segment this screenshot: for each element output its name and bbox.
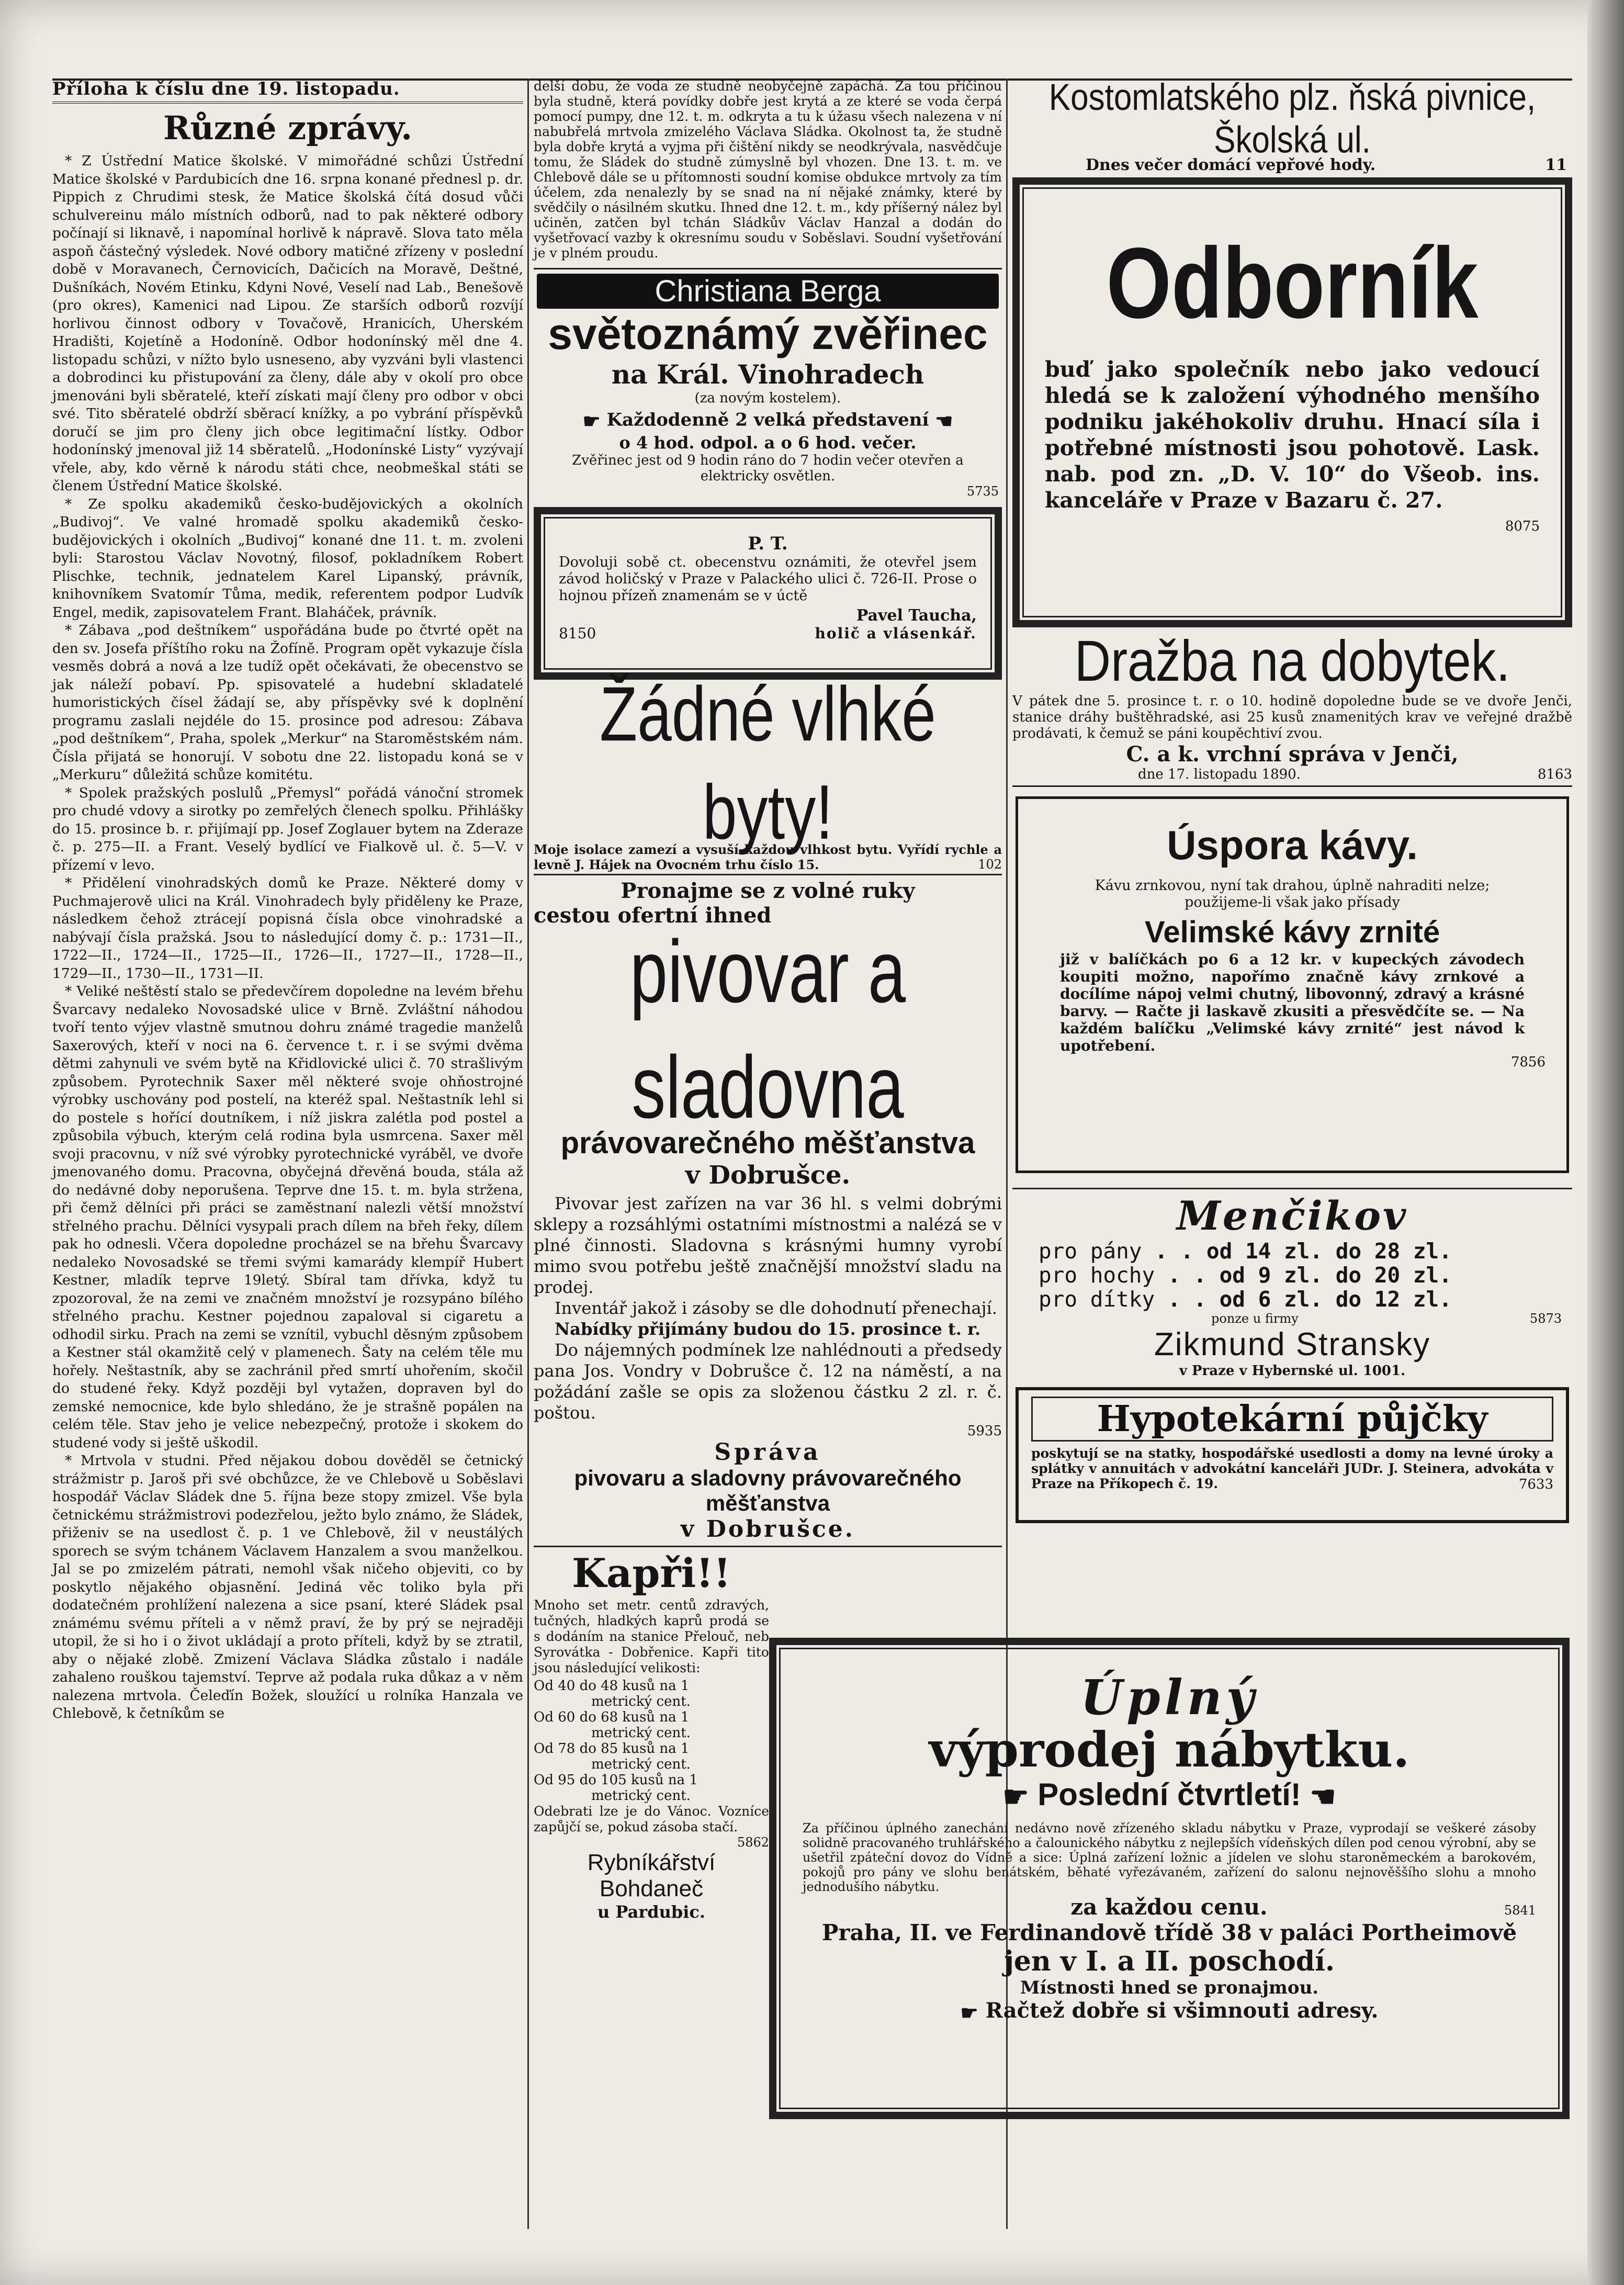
vyprodej-headline2: výprodej nábytku. xyxy=(929,1721,1410,1778)
pivovar-line1: Pronajme se z volné ruky xyxy=(621,879,915,903)
odbornik-headline: Odborník xyxy=(1106,227,1479,339)
berg-line4: Každodenně 2 velká představení xyxy=(606,409,929,431)
news-item: * Z Ústřední Matice školské. V mimořádné schůzi Ústřední Matice školské v Pardubicích dne 16. srpna konané přednesl p. dr. Pippich z Chrudimi stesk, že Matice školská čítá dosud vůči schulvereinu málo místních odborů, nad to pak některé odbory počínají si liknavě, i napomínal horlivě k nápravě. Slova tato měla aspoň částečný výsledek. Nové odbory matičné zřízeny v poslední době v Moravanech, Černovicích, Dačicích na Moravě, Deštné, Dušníkách, Novém Etinku, Kdyni Nové, Veselí nad Lab., Benešově (pro okres), Kamenici nad Lipou. Ze starších odborů rozvíjí horlivou činnost odbory v Tovačově, Hranicích, Uherském Hradišti, Kojetíně a Hodoníně. Odbor hodonínský měl dne 4. listopadu schůzi, v nížto bylo usneseno, aby vyzváni byli vlastenci a dobrodinci ku přistupování za členy, dále aby v okolí pro obce jmenováni byli sběratelé, kteří získati mají členy pro odbor v obci své. Tito sběratelé obdrží sběrací knížky, a po vybrání příspěvků doručí se jim pro členy jich obce legitimační lístky. Odbor hodonínský jmenoval již 14 sběratelů. „Hodonínské Listy“ vyzývají vřele, aby, kdo věrně k národu státi chce, neobmeškal státi se členem Ústřední Matice školské. xyxy=(52,153,523,494)
kapri-headline: Kapři!! xyxy=(571,1550,731,1596)
kava-text2: již v balíčkách po 6 a 12 kr. v kupeckých závodech koupiti možno, napořímo značně kávy zrnkové a docílíme nápoj velmi chutný, libovonný, zdravý a krásné barvy. — Račte ji laskavě zkusiti a přesvědčíte se. — Na každém balíčku „Velimské kávy zrnité“ jest návod k upotřebení. xyxy=(1060,951,1525,1054)
mencikov-row: pro dítky . . od 6 zl. do 12 zl. xyxy=(1039,1287,1452,1312)
hand-right-icon: ☛ xyxy=(582,409,601,433)
berg-title: Christiana Berga xyxy=(537,274,999,309)
vyprodej-text: Za příčinou úplného zanechání nedávno nově zřízeného skladu nábytku v Praze, vyprodají se veškeré zásoby solidně pracovaného truhlářského a čalounického nábytku z nejlepších vídeňských dílen pod cenou výrobní, aby se ušetřil zpáteční dovoz do Vídně a sice: Úplná zařízení ložnic a jídelen ve slohu staroněmeckém a barokovém, pokojů pro pány ve slohu benátském, běhaté vyřezávaném, zařízení do salonu nejnověššího slohu a mnoho jednodušího nábytku. xyxy=(803,1821,1536,1895)
page-edge-shadow xyxy=(1587,0,1624,2285)
ad-kapri xyxy=(534,1549,769,1922)
ad-drazba xyxy=(1012,628,1572,787)
ad-kava xyxy=(1016,796,1569,1173)
section-title: Různé zprávy. xyxy=(163,109,412,147)
pivovar-sign1: Správa xyxy=(714,1439,821,1466)
pivovar-sign3: v Dobrušce. xyxy=(680,1516,855,1543)
ad-mencikov xyxy=(1012,1188,1572,1382)
vyprodej-floor: jen v I. a II. poschodí. xyxy=(1004,1945,1335,1978)
drazba-headline: Dražba na dobytek. xyxy=(1074,628,1510,693)
pivovar-paragraph: Pivovar jest zařízen na var 36 hl. s velmi dobrými sklepy a rozsáhlými ostatními místnostmi a nalézá se v plné činnosti. Sladovna s krásnými humny vyrobí mimo svou potřebu ještě značnější množství sladu na prodej. xyxy=(534,1194,1002,1297)
vyprodej-headline1: Úplný xyxy=(1080,1669,1258,1726)
mencikov-note: ponze u firmy xyxy=(1211,1311,1299,1326)
kapri-text2: Odebrati lze je do Vánoc. Vozníce zapůjčí se, pokud zásoba stačí. xyxy=(534,1804,769,1834)
ad-hypo xyxy=(1016,1387,1569,1523)
kapri-sign2: u Pardubic. xyxy=(597,1902,705,1922)
kapri-text: Mnoho set metr. centů zdravých, tučných, hladkých kaprů prodá se s dodáním na stanice Přelouč, neb Syrovátka - Dobřenice. Kapři tito jsou následující velikosti: xyxy=(534,1597,769,1675)
taucha-name: Pavel Taucha, xyxy=(856,606,977,625)
mencikov-number: 5873 xyxy=(1529,1311,1562,1326)
pivovar-sign2: pivovaru a sladovny právovarečného měšťanstva xyxy=(574,1466,962,1515)
drazba-number: 8163 xyxy=(1537,767,1572,782)
news-item: * Spolek pražských poslulů „Přemysl“ pořádá vánoční stromek pro chudé vdovy a sirotky po zemřelých členech spolku. Přihlášky do 15. prosince b. r. přijímají pp. Josef Zoglauer bytem na Zderaze č. p. 275—II. a Frant. Veselý bydlící ve Fialkově ul. č. 5—V. v přízemí v levo. xyxy=(52,784,523,873)
pivovar-line2: cestou ofertní ihned xyxy=(534,903,772,928)
ad-berg xyxy=(534,268,1002,503)
mencikov-row: pro hochy . . od 9 zl. do 20 zl. xyxy=(1039,1263,1452,1288)
vyprodej-sub: Poslední čtvrtletí! xyxy=(1037,1777,1301,1812)
pivovar-paragraph: Do nájemných podmínek lze nahlédnouti a předsedy pana Jos. Vondry v Dobrušce č. 12 na náměstí, a na požádání zašle se opis za složenou částku 2 zl. r. č. poštou. xyxy=(534,1340,1002,1423)
hand-left-icon: ☚ xyxy=(935,409,953,433)
vyprodej-note: Račtež dobře si všimnouti adresy. xyxy=(985,1998,1379,2023)
ad-byty xyxy=(534,671,1002,875)
drazba-date: dne 17. listopadu 1890. xyxy=(1138,767,1301,782)
mencikov-row: pro pány . . od 14 zl. do 28 zl. xyxy=(1039,1239,1452,1264)
mencikov-firm: Zikmund Stransky xyxy=(1154,1326,1431,1363)
hand-right-icon: ☛ xyxy=(960,2000,978,2024)
byty-headline: Žádné vlhké byty! xyxy=(600,671,936,856)
news-body xyxy=(52,152,523,1723)
kapri-sign1: Rybníkářství Bohdaneč xyxy=(587,1850,716,1901)
vyprodej-number: 5841 xyxy=(1504,1903,1536,1918)
drazba-text: V pátek dne 5. prosince t. r. o 10. hodině dopoledne bude se ve dvoře Jenči, stanice dráhy buštěhradské, asi 25 kusů znamenitých krav ve veřejné dražbě prodávati, k čemuž se páni koupěchtiví zvou. xyxy=(1012,693,1572,741)
news-item: * Přidělení vinohradských domů ke Praze. Některé domy v Puchmajerově ulici na Král. Vinohradech byly přiděleny ke Praze, následkem čehož ztrácejí popisná čísla obce vinohradské a nabývají čísla pražská. Jsou to následující domy č. p.: 1731—II., 1722—II., 1724—II., 1725—II., 1726—II., 1727—II., 1728—II., 1729—II., 1730—II., 1731—II. xyxy=(52,875,523,982)
kava-text1: Kávu zrnkovou, nyní tak drahou, úplně nahraditi nelze; použijeme-li však jako přísady xyxy=(1095,877,1490,910)
kapri-row: Od 95 do 105 kusů na 1 metrický cent. xyxy=(534,1772,698,1804)
hypo-number: 7633 xyxy=(1518,1477,1553,1492)
berg-line6: Zvěřinec jest od 9 hodin ráno do 7 hodin večer otevřen a elektricky osvětlen. xyxy=(572,453,964,484)
kapri-row: Od 60 do 68 kusů na 1 metrický cent. xyxy=(534,1709,691,1741)
berg-number: 5735 xyxy=(966,484,999,499)
column-rule-1 xyxy=(527,78,529,2229)
byty-text: Moje isolace zamezí a vysuší každou vlhkost bytu. Vyřídí rychle a levně J. Hájek na Ovocném trhu číslo 15. xyxy=(534,842,1002,872)
kostom-number: 11 xyxy=(1545,156,1567,174)
berg-line5: o 4 hod. odpol. a o 6 hod. večer. xyxy=(619,433,917,453)
taucha-title2: holič a vlásenkář. xyxy=(815,625,977,642)
news-continuation: delší dobu, že voda ze studně neobyčejně zapáchá. Za tou příčinou byla studně, která povídky dobře jest krytá a ze které se voda čerpá pomocí pumpy, dne 12. t. m. odkryta a tu k úžasu všech nalezena v ní nabubřelá mrtvola zmizelého Václava Sládka. Okolnost ta, že studně byla dobře krytá a vyjma při čištění nikdy se neodkrývala, nasvědčuje tomu, že Sládek do studně zúmyslně byl vhozen. Dne 13. t. m. ve Chlebově dále se u přítomnosti soudní komise obdukce mrtvoly za tím účelem, zda nenalezly by se snad na ní nějaké známky, které by svědčily o násilném skutku. Ihned dne 12. t. m., kdy příšerný nález byl učiněn, zatčen byl tchán Sládkův Václav Hanzal a dodán do vyšetřovací vazby k okresnímu soudu v Soběslavi. Soudní vyšetřování je v plném proudu. xyxy=(534,78,1002,261)
pivovar-paragraph: Nabídky přijímány budou do 15. prosince t. r. xyxy=(555,1319,981,1339)
hypo-text: poskytují se na statky, hospodářské usedlosti a domy na levné úroky a splátky v annuitách v advokátní kanceláři JUDr. J. Steinera, advokáta v Praze na Příkopech č. 19. xyxy=(1031,1446,1553,1491)
odbornik-text: buď jako společník nebo jako vedoucí hledá se k založení výhodného menšího podniku jakéhokoliv druhu. Hnací síla i potřebné místnosti jsou pohotově. Lask. nab. pod zn. „D. V. 10“ do Všeob. ins. kanceláře v Praze v Bazaru č. 27. xyxy=(1045,357,1540,513)
ad-pivovar xyxy=(534,879,1002,1547)
pivovar-paragraph: Inventář jakož i zásoby se dle dohodnutí přenechají. xyxy=(555,1298,997,1318)
ad-odbornik xyxy=(1012,177,1572,627)
berg-line3: (za novým kostelem). xyxy=(694,390,841,406)
kostom-title: Kostomlatského plz. ňská pivnice, Školská ul. xyxy=(1048,76,1536,161)
ad-kostom xyxy=(1012,78,1572,174)
kostom-sub: Dnes večer domácí vepřové hody. xyxy=(1086,156,1376,174)
kava-sub: Velimské kávy zrnité xyxy=(1144,915,1440,949)
kapri-number: 5862 xyxy=(737,1835,769,1850)
news-item: * Zábava „pod deštníkem“ uspořádána bude po čtvrté opět na den sv. Josefa příštího roku na Žofíně. Program opět vykazuje čísla vesměs dobrá a nová a lze tudíž opět očekávati, že obecenstvo se jak náleží pobaví. Pp. spisovatelé a hudební skladatelé humoristických čísel žádají se, aby příspěvky své k doplnění programu zaslali nejdéle do 15. prosince pod adresou: Zábava „pod deštníkem“, Praha, spolek „Merkur“ na Staroměstském nám. Čísla přijatá se honorují. V sobotu dne 22. listopadu koná se v „Merkuru“ důležitá schůze komitétu. xyxy=(52,622,523,783)
news-item: * Veliké neštěstí stalo se předevčírem dopoledne na levém břehu Švarcavy nedaleko Novosadské ulice v Brně. Zvláštní náhodou tvoří tento výjev vlastně smutnou dohru známé tragedie manželů Saxerových, kteří v noci na 6. července t. r. i se svými dvěma dětmi zahynuli ve svém bytě na Křidlovické ulici č. 70 strašlivým způsobem. Pyrotechnik Saxer měl některé svoje ohňostrojné výrobky uschovány pod postelí, na kteréž spal. Neštastník lehl si do postele s hořící doutníkem, i níž jiskra zalétla pod postel a způsobila výbuch, kterým celá rodina byla usmrcena. Saxer měl svoji pracovnu, v níž své výrobky pyrotechnické vyráběl, ve dvoře jmenovaného domu. Pracovna, obyčejná dřevěná bouda, stála až do nedávné doby neporušena. Teprve dne 15. t. m. byla stržena, při čemž dělníci při práci se zaměstnaní nalezli větší množství střelného prachu. Dělníci vysypali prach dílem na břeh řeky, dílem pak ho odnesli. Včera dopoledne procházel se na břehu Švarcavy nedaleko Novosadské se třemi svými kamarády klempíř Hubert Kestner, mladík teprve 19letý. Sbíral tam dřívka, když tu zpozoroval, že na zemi ve značném množství je rozsypáno bílého střelného prachu. Kestner pojednou zapaloval si cigaretu a odhodil sirku. Prach na zemi se vznítil, vybuchl děsným způsobem a Kestner stál okamžitě celý v plamenech. Šaty na celém těle mu hořely. Neštastník, aby se zachránil před smrtí uhořením, skočil do studené řeky. Když později byl vytažen, dopraven byl do zemské nemocnice, kde bylo shledáno, že je strašně popálen na celém těle. Stav jeho je velice nebezpečný, protože i skokem do studené vody si ještě uškodil. xyxy=(52,983,523,1451)
kava-number: 7856 xyxy=(1510,1054,1546,1070)
ad-vyprodej xyxy=(769,1638,1570,2119)
drazba-sign: C. a k. vrchní správa v Jenči, xyxy=(1126,742,1459,767)
berg-line1: světoznámý zvěřinec xyxy=(548,309,988,358)
mencikov-address: v Praze v Hybernské ul. 1001. xyxy=(1179,1363,1406,1379)
column-news xyxy=(52,78,523,1723)
vyprodej-address: Praha, II. ve Ferdinandově třídě 38 v paláci Portheimově xyxy=(821,1920,1517,1946)
kapri-row: Od 40 do 48 kusů na 1 metrický cent. xyxy=(534,1678,691,1709)
ad-taucha xyxy=(534,507,1002,680)
vyprodej-line1: za každou cenu. xyxy=(1070,1894,1268,1920)
hand-right-icon: ☛ xyxy=(1002,1780,1029,1814)
column-ads-right xyxy=(1012,78,1572,1523)
news-item: * Ze spolku akademiků česko-budějovických a okolních „Budivoj“. Ve valné hromadě spolku akademiků česko-budějovických i okolních „Budivoj“ konané dne 11. t. m. zvoleni byli: Starostou Václav Novotný, filosof, pokladníkem Robert Plischke, technik, jednatelem Karel Lipanský, právník, knihovníkem Svatomír Tůma, medik, referentem podpor Ludvík Engel, medik, zapisovatelem Frant. Blaháček, právník. xyxy=(52,496,523,621)
pivovar-subhead: právovarečného měšťanstva xyxy=(560,1126,975,1160)
taucha-number: 8150 xyxy=(559,625,596,642)
pivovar-number: 5935 xyxy=(967,1423,1002,1439)
odbornik-number: 8075 xyxy=(1505,519,1540,534)
byty-number: 102 xyxy=(978,857,1002,872)
berg-line2: na Král. Vinohradech xyxy=(611,359,924,390)
kapri-row: Od 78 do 85 kusů na 1 metrický cent. xyxy=(534,1741,691,1772)
hypo-headline: Hypotekární půjčky xyxy=(1031,1397,1553,1442)
mencikov-headline: Menčikov xyxy=(1176,1192,1408,1239)
taucha-text: Dovoluji sobě ct. obecenstvu oznámiti, že otevřel jsem závod holičský v Praze v Palackého ulici č. 726-II. Prose o hojnou přízeň znamenám se v úctě xyxy=(559,554,977,604)
hand-left-icon: ☚ xyxy=(1310,1780,1336,1814)
kava-headline: Úspora kávy. xyxy=(1167,822,1418,868)
taucha-title: P. T. xyxy=(748,533,788,554)
pivovar-place: v Dobrušce. xyxy=(685,1161,851,1190)
news-item: * Mrtvola v studni. Před nějakou dobou dověděl se četnický strážmistr p. Jaroš při své obchůzce, že ve Chlebově u Soběslavi hospodář Václav Sládek dne 5. října beze stopy zmizel. Vše byla četnickému strážmistrovi podezřelou, ježto bylo známo, že Sládek, přiženiv se na usedlost č. p. 1 ve Chlebově, žil v neustálých sporech se svým tchánem Václavem Hanzalem a svou manželkou. Jal se po zmizelém pátrati, nemohl však ničeho objeviti, co by poskytlo nějakého objasnění. Jediná věc toliko byla při dodatečném prohlížení nalezena a sice psaní, které Sládek psal známému svému příteli a v němž praví, že by prý se nejraději utopil, že si ho i o život ukládají a proto příteli, když by se ztratil, aby o nějaké zlobě. Zmizení Václava Sládka zůstalo i nadále zahaleno rouškou tajemství. Teprve až podala ruka důkaz a v něm nalezena mrtvola. Čeleďín Božek, sloužící u rolníka Hanzala ve Chlebově, k četníkům se xyxy=(52,1453,523,1721)
supplement-header: Příloha k číslu dne 19. listopadu. xyxy=(52,78,523,104)
vyprodej-rent: Místnosti hned se pronajmou. xyxy=(1020,1977,1319,1999)
pivovar-headline: pivovar a sladovna xyxy=(629,921,906,1137)
